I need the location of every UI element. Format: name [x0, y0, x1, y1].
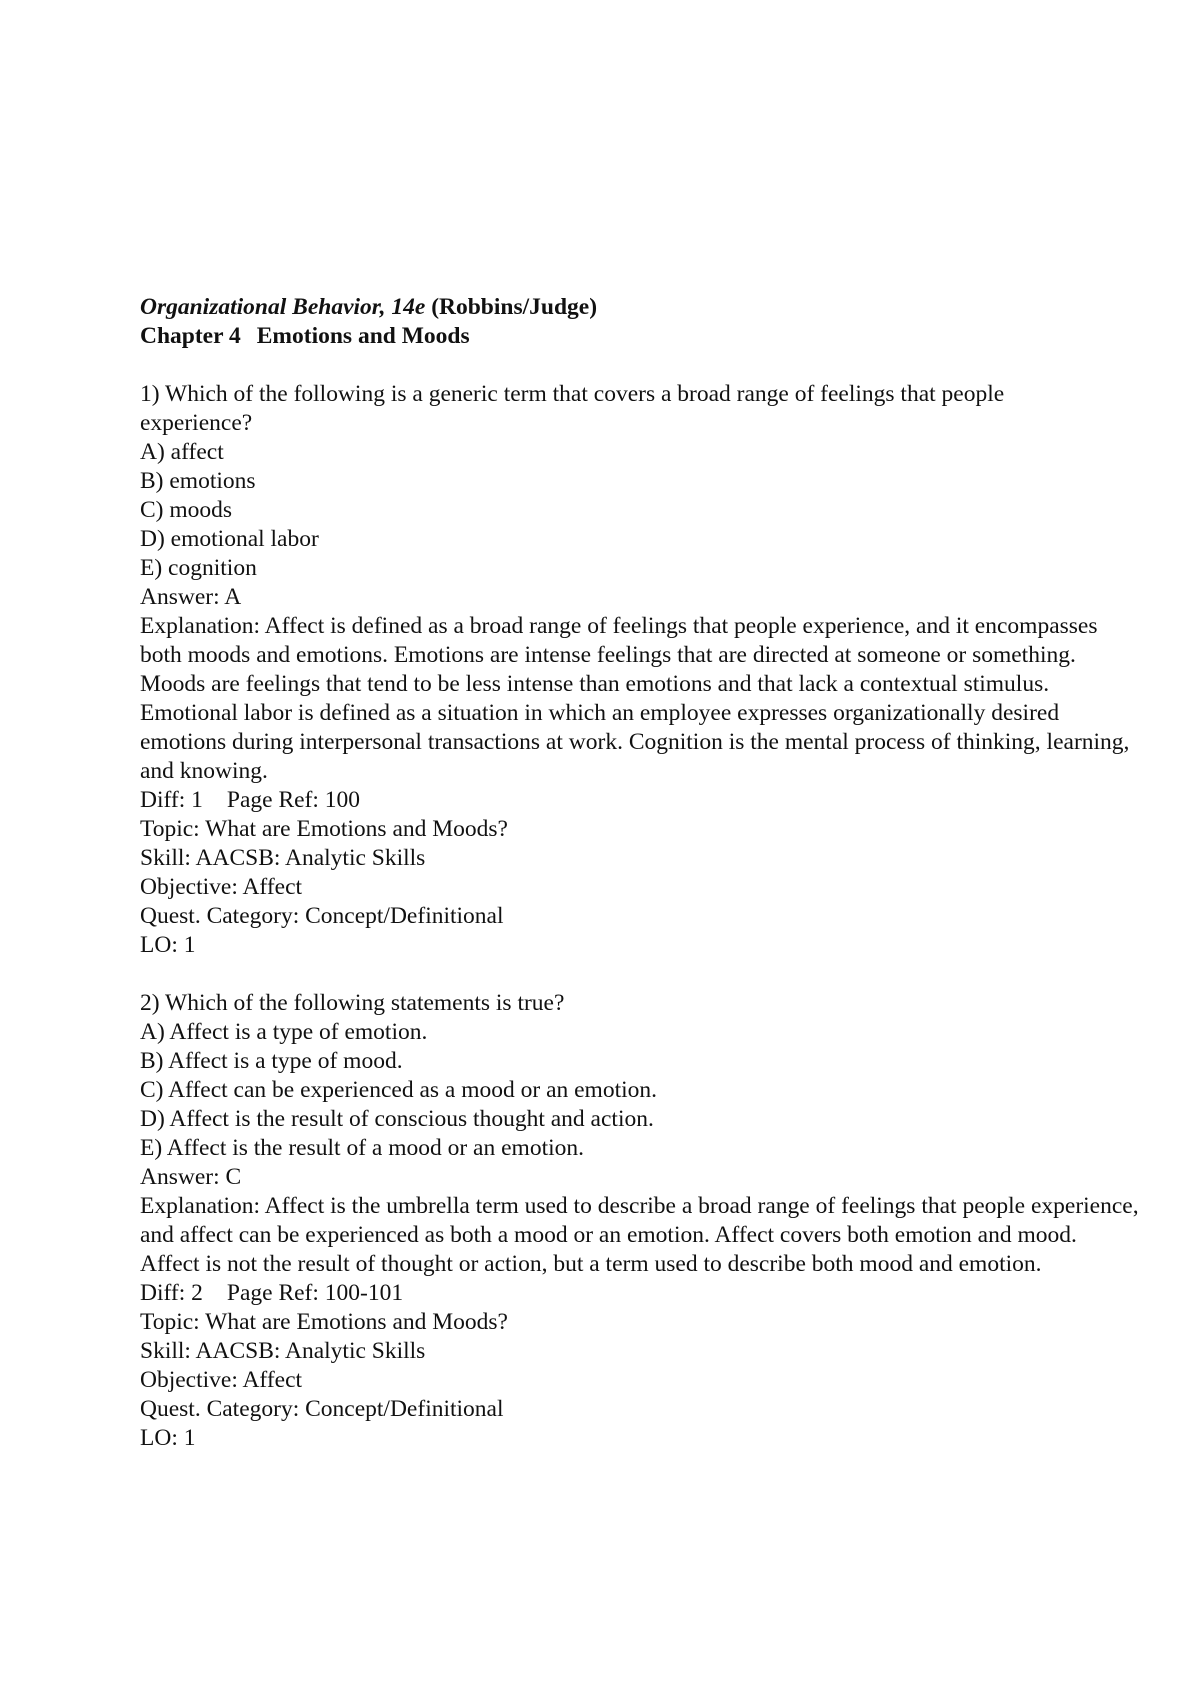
difficulty-page-ref — [140, 1279, 1140, 1308]
difficulty: Diff: 2 — [140, 1280, 203, 1306]
question-block — [140, 380, 1140, 960]
book-title: Organizational Behavior, 14e — [140, 294, 426, 320]
answer-option: C) Affect can be experienced as a mood or an emotion. — [140, 1077, 658, 1103]
document-header — [140, 293, 1140, 322]
skill: Skill: AACSB: Analytic Skills — [140, 1338, 426, 1364]
objective: Objective: Affect — [140, 874, 303, 900]
skill: Skill: AACSB: Analytic Skills — [140, 845, 426, 871]
topic: Topic: What are Emotions and Moods? — [140, 1309, 508, 1335]
answer-option: B) Affect is a type of mood. — [140, 1048, 403, 1074]
difficulty-page-ref — [140, 786, 1140, 815]
chapter-heading — [140, 322, 1140, 351]
answer-option: E) Affect is the result of a mood or an emotion. — [140, 1135, 584, 1161]
question-stem: 1) Which of the following is a generic term that covers a broad range of feelings that people experience? — [140, 381, 1005, 436]
question-category: Quest. Category: Concept/Definitional — [140, 903, 504, 929]
answer-option: E) cognition — [140, 555, 257, 581]
answer-option: D) emotional labor — [140, 526, 319, 552]
answer-key: Answer: A — [140, 584, 242, 610]
explanation: Explanation: Affect is the umbrella term used to describe a broad range of feelings that people experience, and affect can be experienced as both a mood or an emotion. Affect covers both emotion and mood. Affect is not the result of thought or action, but a term used to describe both mood and emotion. — [140, 1193, 1139, 1277]
question-category: Quest. Category: Concept/Definitional — [140, 1396, 504, 1422]
page-ref: Page Ref: 100-101 — [226, 1280, 404, 1306]
question-stem: 2) Which of the following statements is true? — [140, 990, 565, 1016]
question-block — [140, 989, 1140, 1453]
difficulty: Diff: 1 — [140, 787, 203, 813]
document-page — [140, 293, 1140, 1453]
chapter-number: Chapter 4 — [140, 323, 241, 349]
explanation: Explanation: Affect is defined as a broad range of feelings that people experience, and it encompasses both moods and emotions. Emotions are intense feelings that are directed at someone or something. Moods are feelings that tend to be less intense than emotions and that lack a contextual stimulus. Emotional labor is defined as a situation in which an employee expresses organizationally desired emotions during interpersonal transactions at work. Cognition is the mental process of thinking, learning, and knowing. — [140, 613, 1130, 784]
topic: Topic: What are Emotions and Moods? — [140, 816, 508, 842]
answer-key: Answer: C — [140, 1164, 242, 1190]
chapter-title: Emotions and Moods — [256, 323, 470, 349]
objective: Objective: Affect — [140, 1367, 303, 1393]
answer-option: B) emotions — [140, 468, 256, 494]
answer-option: C) moods — [140, 497, 233, 523]
answer-option: A) Affect is a type of emotion. — [140, 1019, 428, 1045]
answer-option: A) affect — [140, 439, 224, 465]
learning-objective: LO: 1 — [140, 1425, 196, 1451]
learning-objective: LO: 1 — [140, 932, 196, 958]
page-ref: Page Ref: 100 — [226, 787, 361, 813]
book-authors: (Robbins/Judge) — [431, 294, 598, 320]
answer-option: D) Affect is the result of conscious thought and action. — [140, 1106, 654, 1132]
